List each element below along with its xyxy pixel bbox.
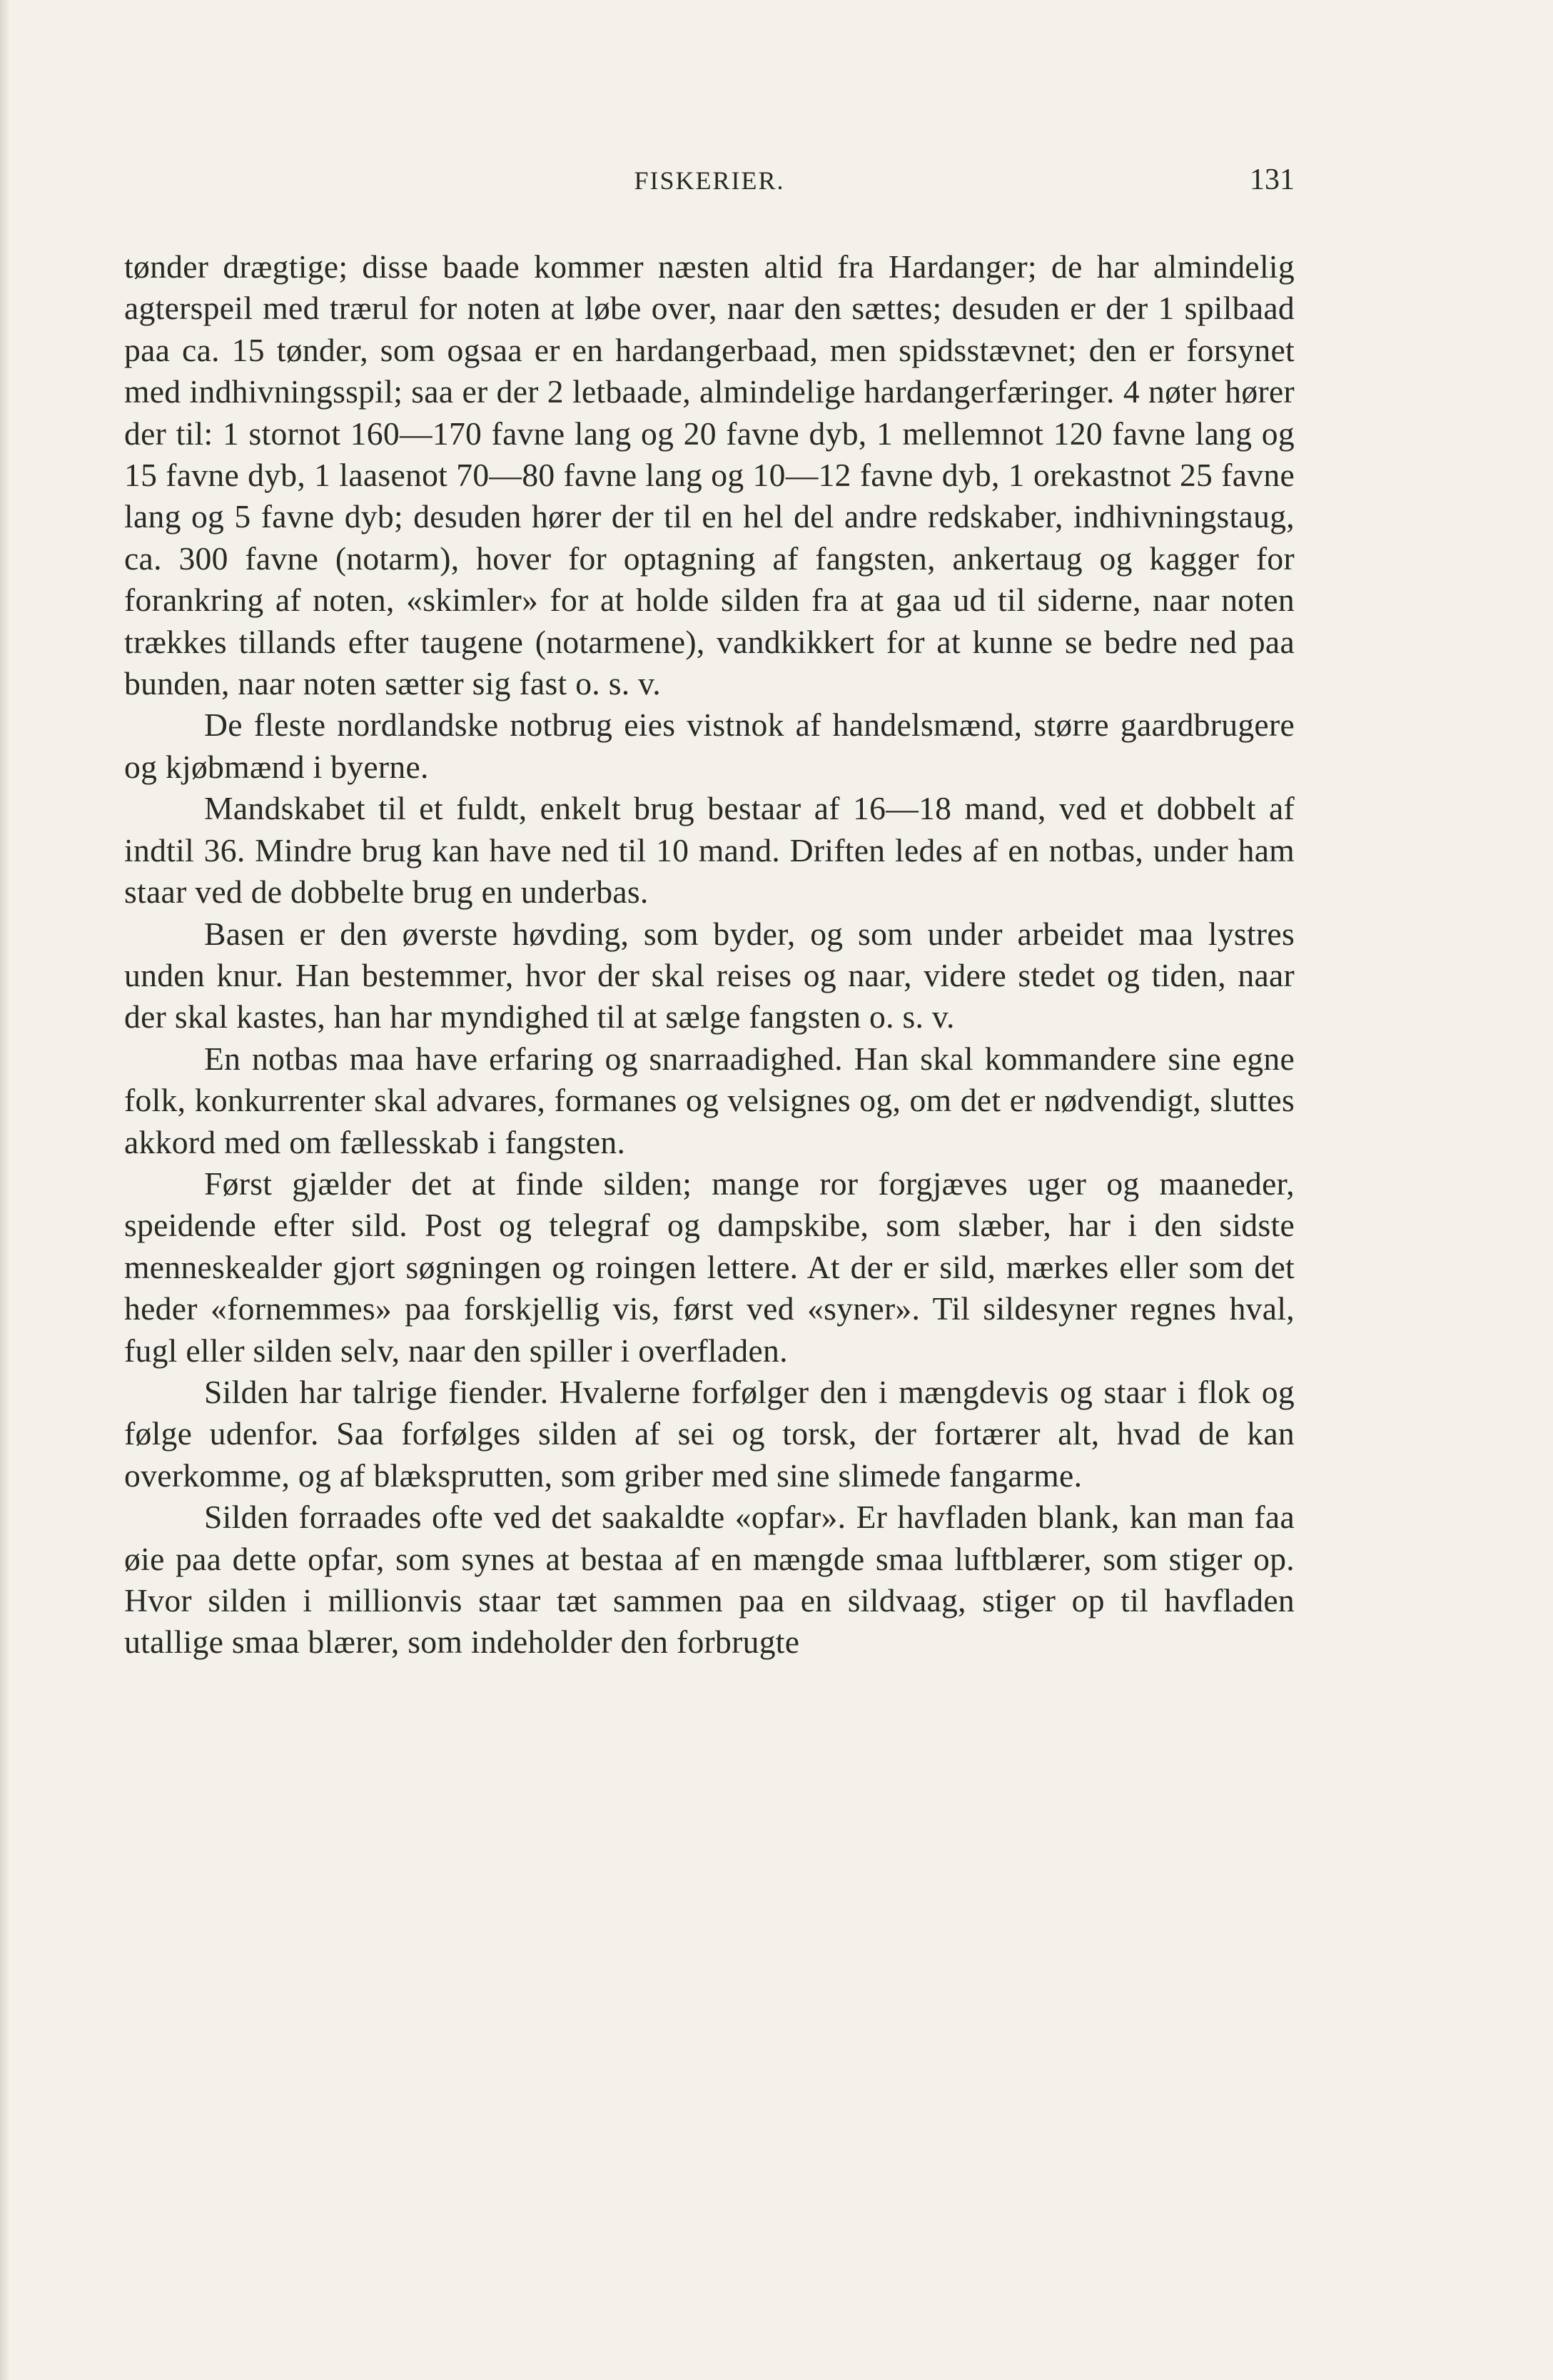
paragraph: tønder drægtige; disse baade kommer næsten altid fra Hardanger; de har almindelig agterspeil med trærul for noten at løbe over, naar den sættes; desuden er der 1 spilbaad paa ca. 15 tønder, som ogsaa er en hardangerbaad, men spidsstævnet; den er forsynet med indhivningsspil; saa er der 2 letbaade, almindelige hardangerfæringer. 4 nøter hører der til: 1 stornot 160—170 favne lang og 20 favne dyb, 1 mellemnot 120 favne lang og 15 favne dyb, 1 laasenot 70—80 favne lang og 10—12 favne dyb, 1 orekastnot 25 favne lang og 5 favne dyb; desuden hører der til en hel del andre redskaber, indhivningstaug, ca. 300 favne (notarm), hover for optagning af fangsten, ankertaug og kagger for forankring af noten, «skimler» for at holde silden fra at gaa ud til siderne, naar noten trækkes tillands efter taugene (notarmene), vandkikkert for at kunne se bedre ned paa bunden, naar noten sætter sig fast o. s. v. [124,248,1295,702]
page-edge [0,0,10,2380]
paragraph: En notbas maa have erfaring og snarraadighed. Han skal kommandere sine egne folk, konkurrenter skal advares, formanes og velsignes og, om det er nødvendigt, sluttes akkord med om fællesskab i fangsten. [124,1040,1295,1160]
running-head: FISKERIER. [634,166,785,195]
paragraph: Mandskabet til et fuldt, enkelt brug bestaar af 16—18 mand, ved et dobbelt af indtil 36. Mindre brug kan have ned til 10 mand. Driften ledes af en notbas, under ham staar ved de dobbelte brug en underbas. [124,790,1295,911]
paragraph: Først gjælder det at finde silden; mange ror forgjæves uger og maaneder, speidende efter sild. Post og telegraf og dampskibe, som slæber, har i den sidste menneskealder gjort søgningen og roingen lettere. At der er sild, mærkes eller som det heder «fornemmes» paa forskjellig vis, først ved «syner». Til sildesyner regnes hval, fugl eller silden selv, naar den spiller i overfladen. [124,1165,1295,1369]
paragraph: Silden har talrige fiender. Hvalerne forfølger den i mængdevis og staar i flok og følge udenfor. Saa forfølges silden af sei og torsk, der fortærer alt, hvad de kan overkomme, og af blæksprutten, som griber med sine slimede fangarme. [124,1373,1295,1494]
paragraph: Silden forraades ofte ved det saakaldte «opfar». Er havfladen blank, kan man faa øie paa dette opfar, som synes at bestaa af en mængde smaa luftblærer, som stiger op. Hvor silden i millionvis staar tæt sammen paa en sildvaag, stiger op til havfladen utallige smaa blærer, som indeholder den forbrugte [124,1499,1295,1661]
page-header [124,163,1295,208]
paragraph: Basen er den øverste høvding, som byder, og som under arbeidet maa lystres unden knur. Han bestemmer, hvor der skal reises og naar, videre stedet og tiden, naar der skal kastes, han har myndighed til at sælge fangsten o. s. v. [124,915,1295,1035]
body-text [124,246,1295,1664]
page-number: 131 [1250,163,1295,196]
paragraph: De fleste nordlandske notbrug eies vistnok af handelsmænd, større gaardbrugere og kjøbmænd i byerne. [124,707,1295,785]
